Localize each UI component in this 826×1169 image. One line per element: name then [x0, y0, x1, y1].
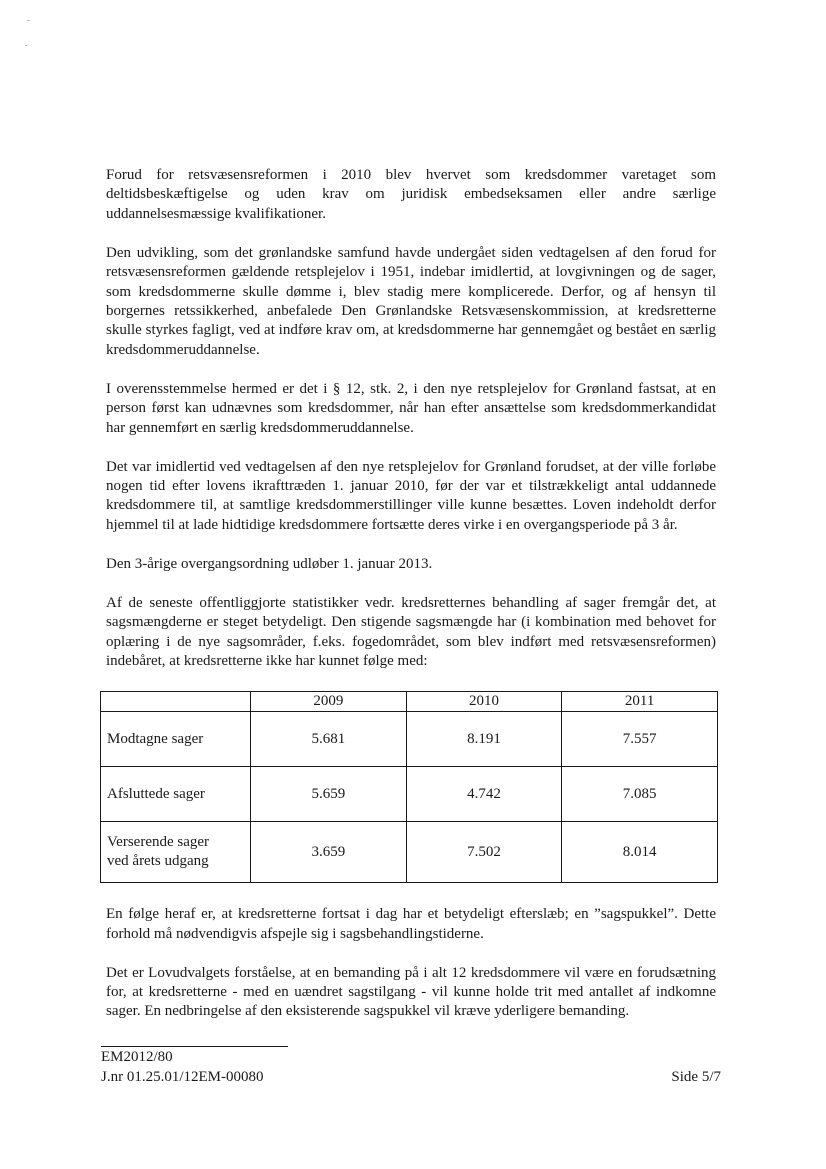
table-cell: 7.502: [406, 822, 562, 883]
paragraph-statistics-intro: Af de seneste offentliggjorte statistikker vedr. kredsretternes behandling af sager fremgår det, at sagsmængderne er steget betydeligt. Den stigende sagsmængde har (i kombination med behovet for oplæring i de nye sagsområder, f.eks. fogedområdet, som blev indført med retsvæsensreformen) indebåret, at kredsretterne ikke har kunnet følge med:: [106, 594, 716, 670]
paragraph-section-12: I overensstemmelse hermed er det i § 12, stk. 2, i den nye retsplejelov for Grønland fastsat, at en person først kan udnævnes som kredsdommer, når han efter ansættelse som kredsdommerkandidat har gennemført en særlig kredsdommeruddannelse.: [106, 380, 716, 436]
table-cell: 5.681: [251, 712, 407, 767]
scan-speck: [27, 20, 30, 21]
paragraph-transition: Det var imidlertid ved vedtagelsen af den nye retsplejelov for Grønland forudset, at der ville forløbe nogen tid efter lovens ikrafttræden 1. januar 2010, før der var et tilstrækkeligt antal uddannede kredsdommere til, at samtlige kredsdommerstillinger ville kunne besættes. Loven indeholdt derfor hjemmel til at lade hidtidige kredsdommere fortsætte deres virke i en overgangsperiode på 3 år.: [106, 458, 716, 533]
table-cell: 5.659: [251, 767, 407, 822]
table-row: [101, 822, 718, 883]
row-label-completed: Afsluttede sager: [101, 767, 251, 822]
row-label-pending: [101, 822, 251, 883]
table-cell: 4.742: [406, 767, 562, 822]
case-statistics-table: [100, 691, 718, 883]
footer-divider: [101, 1046, 288, 1047]
paragraph-backlog: En følge heraf er, at kredsretterne fortsat i dag har et betydeligt efterslæb; en ”sagspukkel”. Dette forhold må nødvendigvis afspejle sig i sagsbehandlingstiderne.: [106, 906, 716, 942]
table-row: [101, 712, 718, 767]
table-header-row: [101, 692, 718, 712]
page-number: Side 5/7: [671, 1068, 721, 1085]
page-footer: [101, 1048, 721, 1087]
row-label-pending-line2: ved årets udgang: [107, 853, 209, 870]
scan-speck: [25, 45, 27, 46]
year-header-2009: 2009: [251, 692, 407, 712]
paragraph-reform-background: Forud for retsvæsensreformen i 2010 blev hvervet som kredsdommer varetaget som deltidsbeskæftigelse og uden krav om juridisk embedseksamen eller andre særlige uddannelsesmæssige kvalifikationer.: [106, 167, 716, 222]
paragraph-development: Den udvikling, som det grønlandske samfund havde undergået siden vedtagelsen af den forud for retsvæsensreformen gældende retsplejelov i 1951, indebar imidlertid, at lovgivningen og de sager, som kredsdommerne skulle dømme i, blev stadig mere komplicerede. Derfor, og af hensyn til borgernes retssikkerhed, anbefalede Den Grønlandske Retsvæsenskommission, at kredsretterne skulle styrkes fagligt, ved at indføre krav om, at kredsdommerne har gennemgået og bestået en særlig kredsdommeruddannelse.: [106, 244, 716, 358]
document-body: [106, 166, 716, 1041]
table-row: [101, 767, 718, 822]
footer-row: [101, 1068, 721, 1088]
row-label-received: Modtagne sager: [101, 712, 251, 767]
row-label-pending-line1: Verserende sager: [107, 834, 210, 851]
footer-doc-ref: EM2012/80: [101, 1049, 173, 1065]
table-corner-cell: [101, 692, 251, 712]
table-cell: 3.659: [251, 822, 407, 883]
table-cell: 7.557: [562, 712, 718, 767]
paragraph-expiry: Den 3-årige overgangsordning udløber 1. januar 2013.: [106, 555, 433, 572]
year-header-2010: 2010: [406, 692, 562, 712]
table-cell: 8.191: [406, 712, 562, 767]
table-cell: 7.085: [562, 767, 718, 822]
paragraph-staffing: Det er Lovudvalgets forståelse, at en bemanding på i alt 12 kredsdommere vil være en forudsætning for, at kredsretterne - med en uændret sagstilgang - vil kunne holde trit med antallet af indkomne sager. En nedbringelse af den eksisterende sagspukkel vil kræve yderligere bemanding.: [106, 964, 716, 1020]
footer-journal-number: J.nr 01.25.01/12EM-00080: [101, 1068, 264, 1085]
year-header-2011: 2011: [562, 692, 718, 712]
table-cell: 8.014: [562, 822, 718, 883]
